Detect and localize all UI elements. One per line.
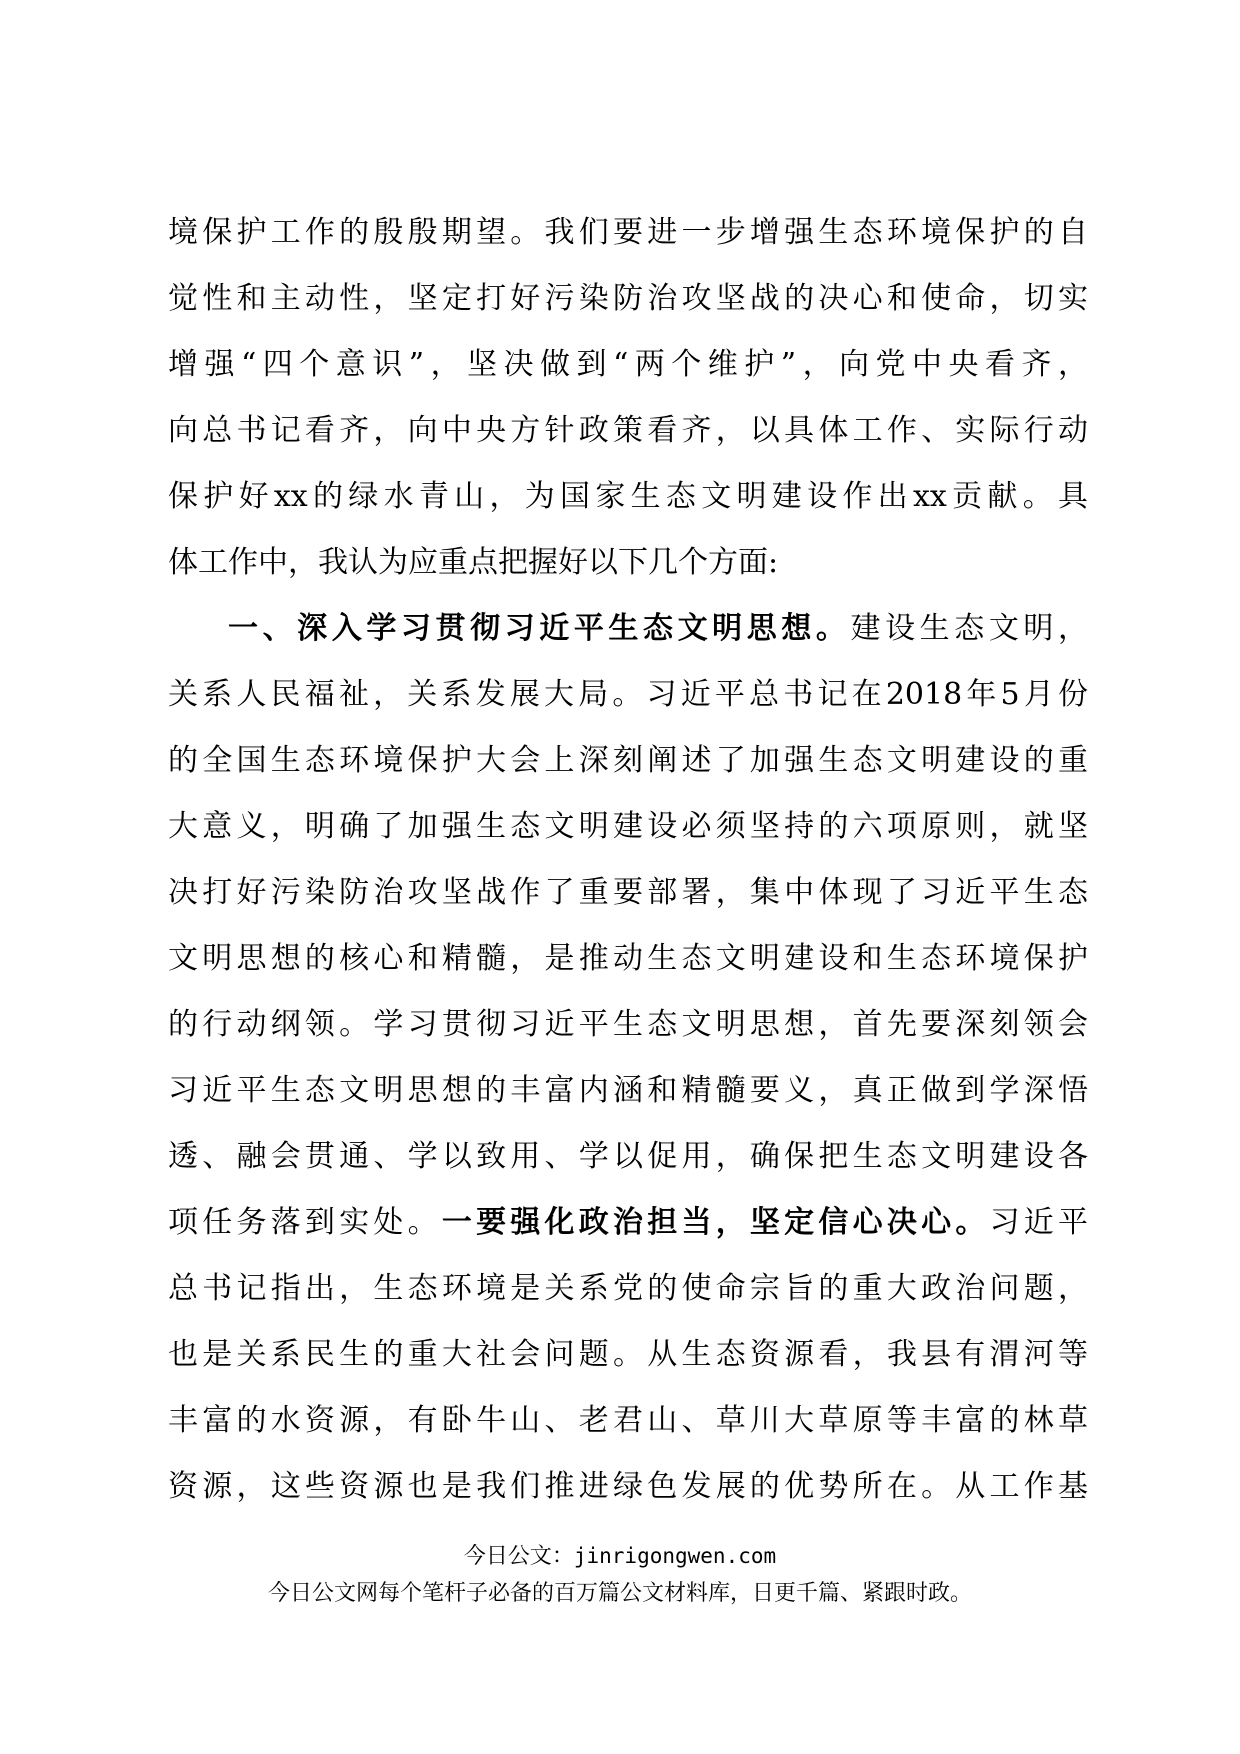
section-heading: 一、深入学习贯彻习近平生态文明思想。 [228, 611, 851, 646]
text-line: 觉性和主动性，坚定打好污染防治攻坚战的决心和使命，切实 [168, 281, 1088, 316]
mixed-start: 项任务落到实处。 [168, 1205, 442, 1240]
section-heading-line [168, 596, 1088, 662]
footer-site-label: 今日公文： [463, 1544, 574, 1569]
footer-slogan: 今日公文网每个笔杆子必备的百万篇公文材料库，日更千篇、紧跟时政。 [267, 1581, 972, 1606]
text-line: 资源，这些资源也是我们推进绿色发展的优势所在。从工作基 [168, 1469, 1088, 1504]
text-line: 关系人民福祉，关系发展大局。习近平总书记在2018年5月份 [168, 677, 1088, 712]
footer-site-line [0, 1541, 1240, 1572]
text-line: 体工作中，我认为应重点把握好以下几个方面: [168, 545, 779, 580]
sub-heading: 一要强化政治担当，坚定信心决心。 [441, 1205, 990, 1240]
text-line: 增强“四个意识”，坚决做到“两个维护”，向党中央看齐， [168, 347, 1088, 382]
footer-site-url[interactable]: jinrigongwen.com [573, 1544, 777, 1568]
text-line: 透、融会贯通、学以致用、学以促用，确保把生态文明建设各 [168, 1139, 1088, 1174]
text-line: 总书记指出，生态环境是关系党的使命宗旨的重大政治问题， [168, 1271, 1088, 1306]
text-line: 习近平生态文明思想的丰富内涵和精髓要义，真正做到学深悟 [168, 1073, 1088, 1108]
document-body [168, 200, 1088, 1520]
text-line: 文明思想的核心和精髓，是推动生态文明建设和生态环境保护 [168, 941, 1088, 976]
heading-continuation: 建设生态文明， [850, 611, 1088, 646]
text-line: 境保护工作的殷殷期望。我们要进一步增强生态环境保护的自 [168, 215, 1088, 250]
text-line: 向总书记看齐，向中央方针政策看齐，以具体工作、实际行动 [168, 413, 1088, 448]
mixed-text-line [168, 1190, 1088, 1256]
text-line: 保护好xx的绿水青山，为国家生态文明建设作出xx贡献。具 [168, 479, 1088, 514]
text-line: 的全国生态环境保护大会上深刻阐述了加强生态文明建设的重 [168, 743, 1088, 778]
mixed-end: 习近平 [989, 1205, 1088, 1240]
text-line: 决打好污染防治攻坚战作了重要部署，集中体现了习近平生态 [168, 875, 1088, 910]
text-line: 丰富的水资源，有卧牛山、老君山、草川大草原等丰富的林草 [168, 1403, 1088, 1438]
text-line: 的行动纲领。学习贯彻习近平生态文明思想，首先要深刻领会 [168, 1007, 1088, 1042]
text-line: 大意义，明确了加强生态文明建设必须坚持的六项原则，就坚 [168, 809, 1088, 844]
text-line: 也是关系民生的重大社会问题。从生态资源看，我县有渭河等 [168, 1337, 1088, 1372]
